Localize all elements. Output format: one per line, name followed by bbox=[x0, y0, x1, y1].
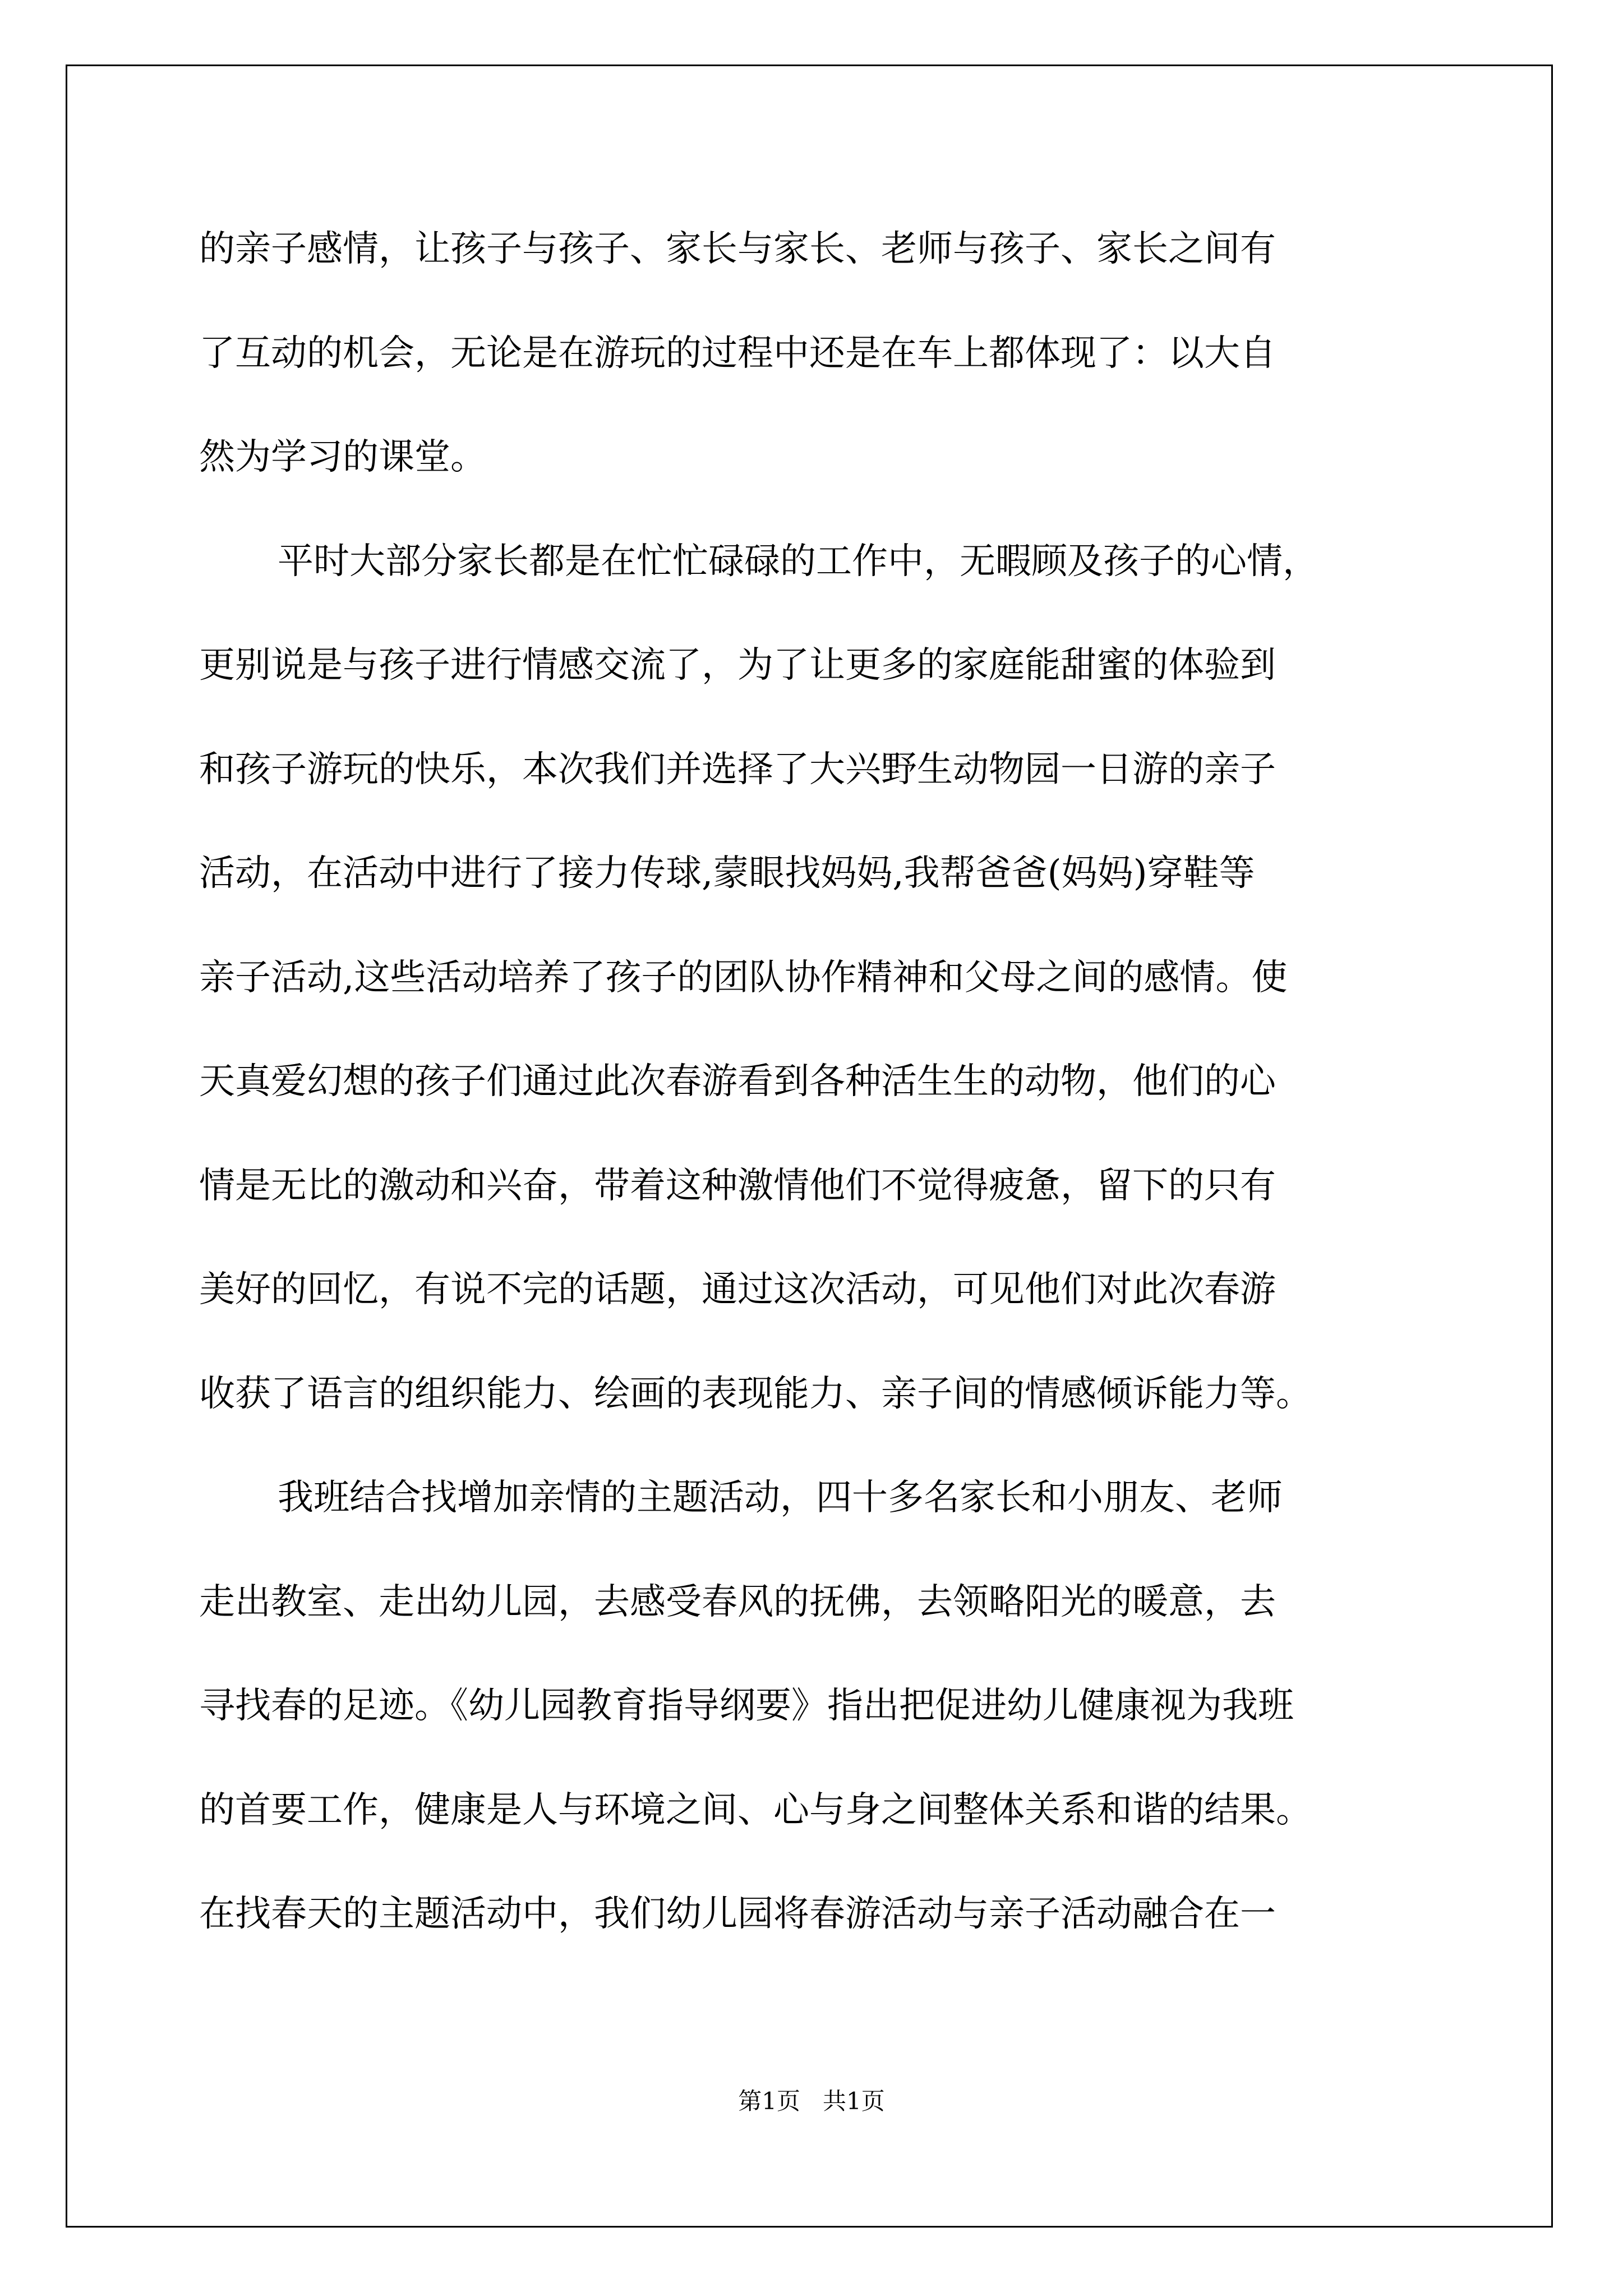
text-line: 的首要工作，健康是人与环境之间、心与身之间整体关系和谐的结果。 bbox=[199, 1789, 1312, 1831]
text-line: 情是无比的激动和兴奋，带着这种激情他们不觉得疲惫，留下的只有 bbox=[199, 1165, 1276, 1207]
text-line: 然为学习的课堂。 bbox=[199, 436, 486, 478]
document-body bbox=[199, 197, 1427, 1967]
text-line: 走出教室、走出幼儿园，去感受春风的抚佛，去领略阳光的暖意，去 bbox=[199, 1581, 1276, 1623]
paragraph-2 bbox=[199, 510, 1427, 1447]
text-line: 美好的回忆，有说不完的话题，通过这次活动，可见他们对此次春游 bbox=[199, 1269, 1276, 1310]
text-line: 活动，在活动中进行了接力传球,蒙眼找妈妈,我帮爸爸(妈妈)穿鞋等 bbox=[199, 853, 1255, 894]
text-line: 寻找春的足迹。《幼儿园教育指导纲要》指出把促进幼儿健康视为我班 bbox=[199, 1685, 1294, 1727]
page-number-footer: 第1页 共1页 bbox=[738, 2087, 885, 2115]
paragraph-1 bbox=[199, 197, 1427, 510]
text-line: 的亲子感情，让孩子与孩子、家长与家长、老师与孩子、家长之间有 bbox=[199, 228, 1276, 270]
text-line: 在找春天的主题活动中，我们幼儿园将春游活动与亲子活动融合在一 bbox=[199, 1893, 1276, 1935]
text-line: 天真爱幻想的孩子们通过此次春游看到各种活生生的动物，他们的心 bbox=[199, 1061, 1276, 1102]
text-line: 我班结合找增加亲情的主题活动，四十多名家长和小朋友、老师 bbox=[278, 1477, 1283, 1519]
paragraph-3 bbox=[199, 1446, 1427, 1967]
text-line: 和孩子游玩的快乐，本次我们并选择了大兴野生动物园一日游的亲子 bbox=[199, 748, 1276, 790]
text-line: 更别说是与孩子进行情感交流了，为了让更多的家庭能甜蜜的体验到 bbox=[199, 645, 1276, 686]
text-line: 了互动的机会，无论是在游玩的过程中还是在车上都体现了：以大自 bbox=[199, 332, 1276, 374]
text-line: 平时大部分家长都是在忙忙碌碌的工作中，无暇顾及孩子的心情， bbox=[278, 540, 1318, 582]
text-line: 收获了语言的组织能力、绘画的表现能力、亲子间的情感倾诉能力等。 bbox=[199, 1373, 1312, 1415]
text-line: 亲子活动,这些活动培养了孩子的团队协作精神和父母之间的感情。使 bbox=[199, 956, 1288, 999]
